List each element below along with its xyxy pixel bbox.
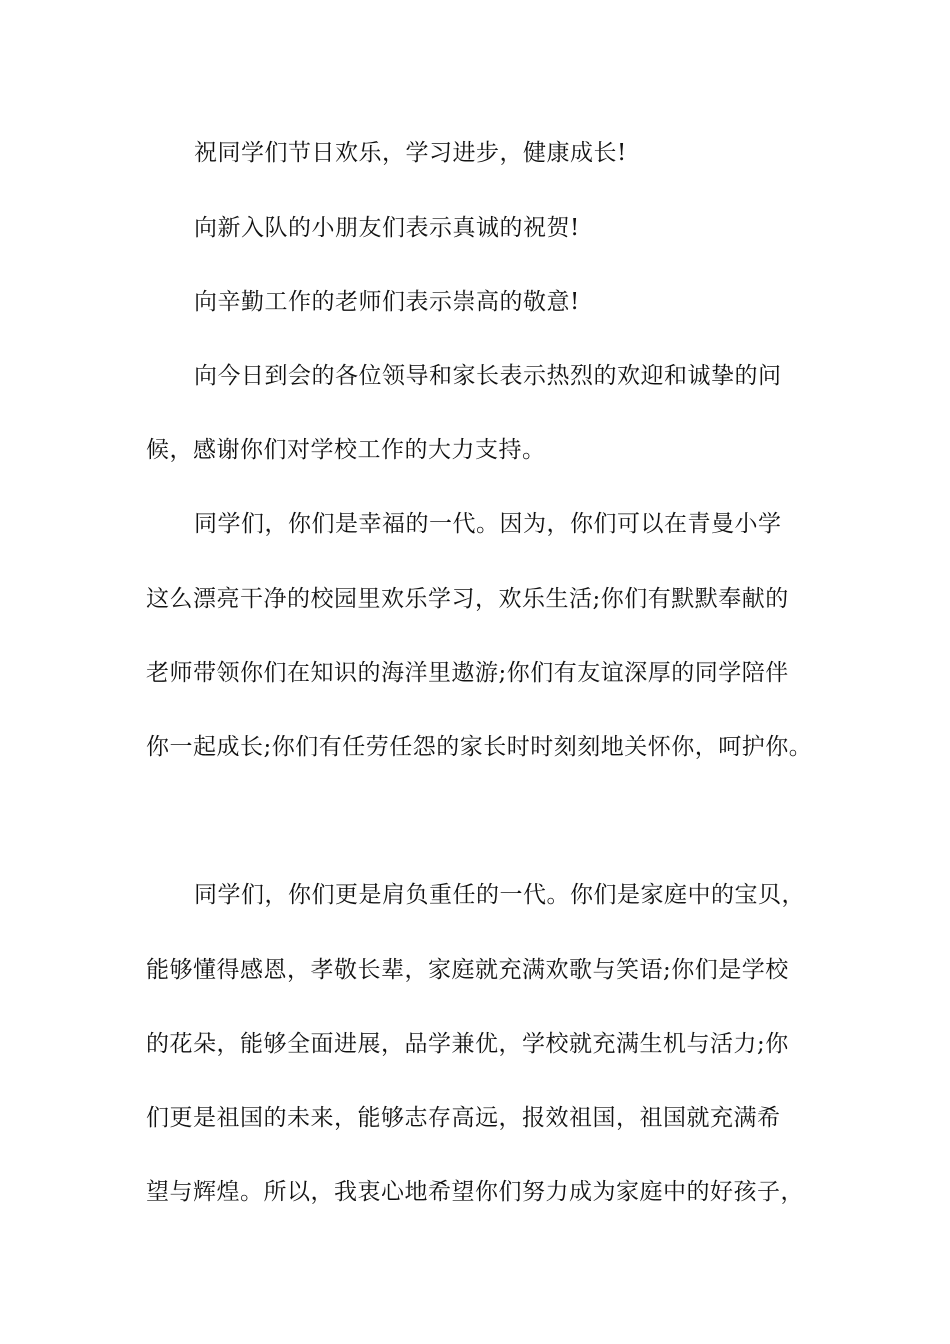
paragraph-line: 老师带领你们在知识的海洋里遨游;你们有友谊深厚的同学陪伴 bbox=[146, 660, 789, 686]
paragraph-line: 候，感谢你们对学校工作的大力支持。 bbox=[146, 437, 546, 463]
paragraph-line: 向新入队的小朋友们表示真诚的祝贺! bbox=[194, 215, 580, 241]
paragraph-line: 向辛勤工作的老师们表示崇高的敬意! bbox=[194, 289, 580, 315]
paragraph-line: 这么漂亮干净的校园里欢乐学习，欢乐生活;你们有默默奉献的 bbox=[146, 586, 789, 612]
paragraph-line: 祝同学们节日欢乐，学习进步，健康成长! bbox=[194, 140, 627, 166]
paragraph-line: 向今日到会的各位领导和家长表示热烈的欢迎和诚挚的问 bbox=[194, 363, 782, 389]
paragraph-line: 你一起成长;你们有任劳任怨的家长时时刻刻地关怀你，呵护你。 bbox=[146, 734, 813, 760]
paragraph-line: 同学们，你们是幸福的一代。因为，你们可以在青曼小学 bbox=[194, 511, 782, 537]
paragraph-line: 同学们，你们更是肩负重任的一代。你们是家庭中的宝贝， bbox=[194, 882, 805, 908]
paragraph-line: 望与辉煌。所以，我衷心地希望你们努力成为家庭中的好孩子， bbox=[146, 1179, 804, 1205]
paragraph-line: 们更是祖国的未来，能够志存高远，报效祖国，祖国就充满希 bbox=[146, 1105, 781, 1131]
paragraph-line: 能够懂得感恩，孝敬长辈，家庭就充满欢歌与笑语;你们是学校 bbox=[146, 957, 789, 983]
paragraph-line: 的花朵，能够全面进展，品学兼优，学校就充满生机与活力;你 bbox=[146, 1031, 789, 1057]
